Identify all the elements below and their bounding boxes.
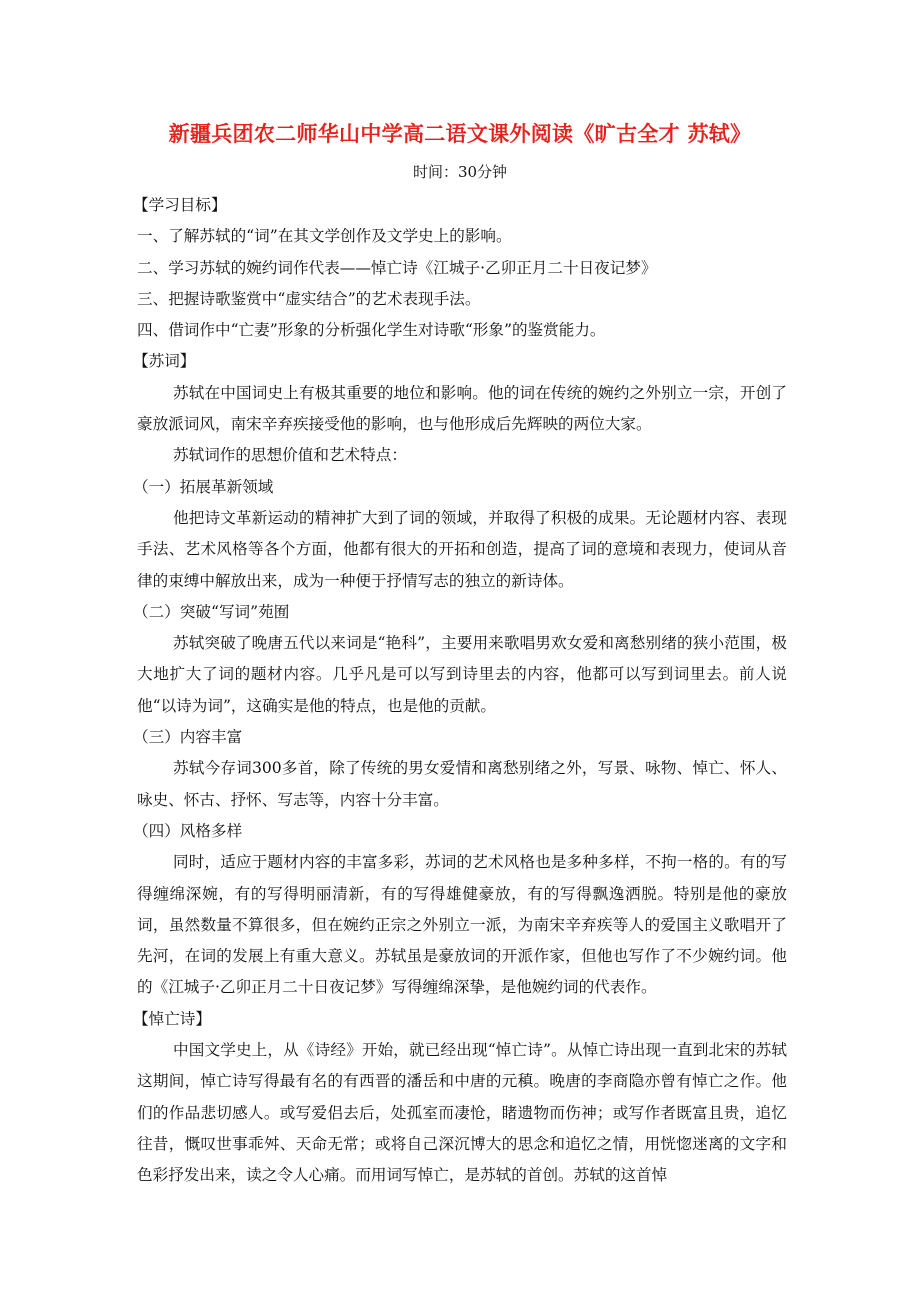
document-body [133, 190, 787, 1192]
time-limit: 时间：30分钟 [412, 163, 508, 181]
section-heading-suci: 【苏词】 [133, 352, 196, 371]
paragraph-lead: 苏轼词作的思想价值和艺术特点： [173, 446, 407, 465]
point-heading: （二）突破“写词”苑囿 [133, 602, 290, 621]
paragraph: 中国文学史上，从《诗经》开始，就已经出现“悼亡诗”。从悼亡诗出现一直到北宋的苏轼这期间，悼亡诗写得最有名的有西晋的潘岳和中唐的元稹。晚唐的李商隐亦曾有悼亡之作。他们的作品悲切感人。或写爱侣去后，处孤室而凄怆，睹遗物而伤神；或写作者既富且贵，追忆往昔，慨叹世事乖舛、天命无常；或将自己深沉博大的思念和追忆之情，用恍惚迷离的文字和色彩抒发出来，读之令人心痛。而用词写悼亡，是苏轼的首创。苏轼的这首悼 [137, 1041, 787, 1185]
goal-item: 一、了解苏轼的“词”在其文学创作及文学史上的影响。 [137, 227, 512, 246]
point-heading: （三）内容丰富 [133, 728, 243, 747]
paragraph: 同时，适应于题材内容的丰富多彩，苏词的艺术风格也是多种多样，不拘一格的。有的写得缠绵深婉，有的写得明丽清新，有的写得雄健豪放，有的写得飘逸洒脱。特别是他的豪放词，虽然数量不算很多，但在婉约正宗之外别立一派，为南宋辛弃疾等人的爱国主义歌唱开了先河，在词的发展上有重大意义。苏轼虽是豪放词的开派作家，但他也写作了不少婉约词。他的《江城子·乙卯正月二十日夜记梦》写得缠绵深挚，是他婉约词的代表作。 [137, 853, 787, 997]
paragraph: 苏轼突破了晚唐五代以来词是“艳科”，主要用来歌唱男欢女爱和离愁别绪的狭小范围，极大地扩大了词的题材内容。几乎凡是可以写到诗里去的内容，他都可以写到词里去。前人说他“以诗为词”，这确实是他的特点，也是他的贡献。 [137, 634, 787, 715]
goal-item: 二、学习苏轼的婉约词作代表——悼亡诗《江城子·乙卯正月二十日夜记梦》 [137, 258, 657, 277]
goal-item: 三、把握诗歌鉴赏中“虚实结合”的艺术表现手法。 [137, 289, 481, 308]
paragraph: 苏轼在中国词史上有极其重要的地位和影响。他的词在传统的婉约之外别立一宗，开创了豪放派词风，南宋辛弃疾接受他的影响，也与他形成后先辉映的两位大家。 [137, 383, 787, 434]
point-heading: （一）拓展革新领域 [133, 477, 274, 496]
paragraph: 他把诗文革新运动的精神扩大到了词的领域，并取得了积极的成果。无论题材内容、表现手法、艺术风格等各个方面，他都有很大的开拓和创造，提高了词的意境和表现力，使词从音律的束缚中解放出来，成为一种便于抒情写志的独立的新诗体。 [137, 508, 787, 590]
goal-item: 四、借词作中“亡妻”形象的分析强化学生对诗歌“形象”的鉴赏能力。 [137, 321, 606, 340]
paragraph: 苏轼今存词300多首，除了传统的男女爱情和离愁别绪之外，写景、咏物、悼亡、怀人、咏史、怀古、抒怀、写志等，内容十分丰富。 [137, 759, 787, 809]
document-title: 新疆兵团农二师华山中学高二语文课外阅读《旷古全才 苏轼》 [168, 121, 752, 146]
point-heading: （四）风格多样 [133, 821, 243, 840]
section-heading-daowang: 【悼亡诗】 [133, 1009, 211, 1028]
section-heading-goals: 【学习目标】 [133, 196, 227, 214]
